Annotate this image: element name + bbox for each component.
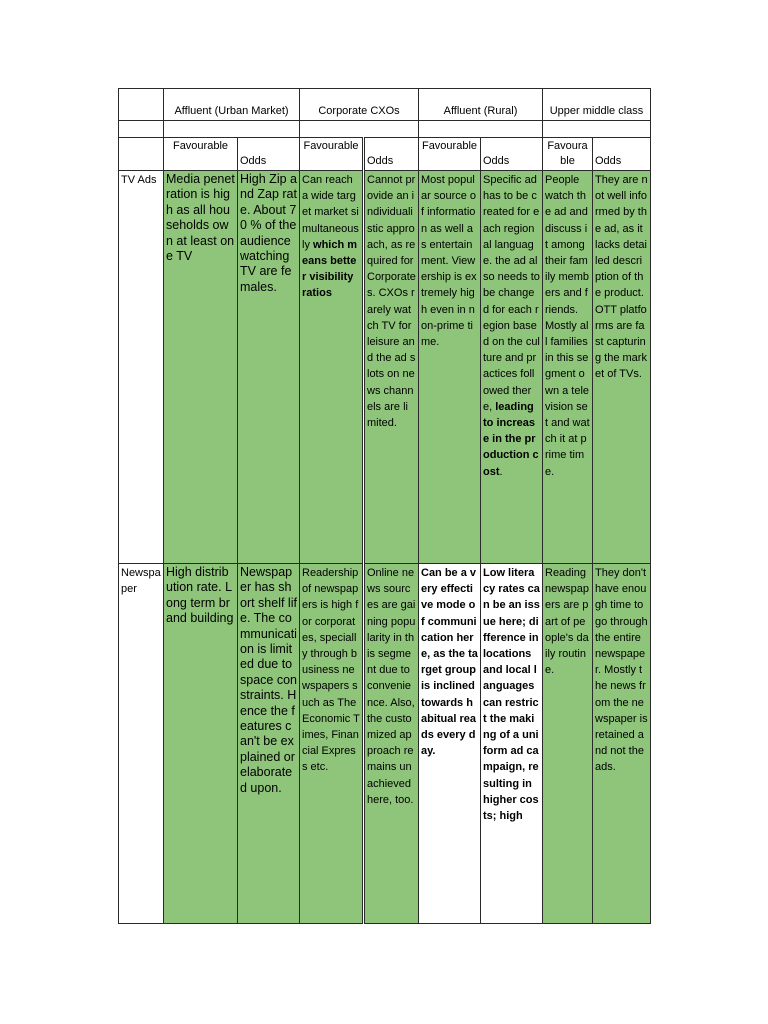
header-affluent-urban: Affluent (Urban Market) bbox=[164, 89, 300, 121]
tv-rural-odds-bold: leading to increase in the production cost bbox=[483, 400, 539, 478]
newspaper-urban-odds: Newspaper has short shelf life. The communication is limited due to space constraints. Hence the features can't be explained or elaborated upon. bbox=[238, 564, 300, 924]
tv-urban-favourable: Media penetration is high as all households own at least one TV bbox=[164, 171, 238, 564]
header-corporate-cxos: Corporate CXOs bbox=[300, 89, 419, 121]
tv-urban-odds: High Zip and Zap rate. About 70 % of the audience watching TV are females. bbox=[238, 171, 300, 564]
subheader-corner bbox=[119, 138, 164, 171]
tv-rural-favourable: Most popular source of information as well as entertainment. Viewership is extremely high even in non-prime time. bbox=[419, 171, 481, 564]
subheader-middle-odds: Odds bbox=[593, 138, 651, 171]
row-label-newspaper: Newspaper bbox=[119, 564, 164, 924]
tv-rural-odds-end: . bbox=[499, 465, 503, 478]
tv-cxo-odds: Cannot provide an individualistic approach, as required for Corporates. CXOs rarely watch TV for leisure and the ad slots on news channels are limited. bbox=[364, 171, 419, 564]
header-affluent-rural: Affluent (Rural) bbox=[419, 89, 543, 121]
subheader-cxo-favourable: Favourable bbox=[300, 138, 364, 171]
row-label-tv-ads: TV Ads bbox=[119, 171, 164, 564]
comparison-table bbox=[118, 88, 651, 924]
tv-cxo-favourable bbox=[300, 171, 364, 564]
header-corner bbox=[119, 89, 164, 121]
newspaper-urban-favourable: High distribution rate. Long term brand building bbox=[164, 564, 238, 924]
table-row bbox=[119, 171, 651, 564]
newspaper-middle-favourable: Reading newspapers are part of people's daily routine. bbox=[543, 564, 593, 924]
tv-rural-odds bbox=[481, 171, 543, 564]
subheader-urban-odds: Odds bbox=[238, 138, 300, 171]
subheader-rural-odds: Odds bbox=[481, 138, 543, 171]
newspaper-cxo-odds: Online news sources are gaining popularity in this segment due to convenience. Also, the customized approach remains unachieved here, too. bbox=[364, 564, 419, 924]
newspaper-middle-odds: They don't have enough time to go through the entire newspaper. Mostly the news from the newspaper is retained and not the ads. bbox=[593, 564, 651, 924]
subheader-row bbox=[119, 138, 651, 171]
tv-cxo-favourable-text: Can reach a wide target market simultaneously bbox=[302, 174, 359, 251]
newspaper-rural-favourable: Can be a very effective mode of communication here, as the target group is inclined towards habitual reads every day. bbox=[419, 564, 481, 924]
table-row bbox=[119, 564, 651, 924]
subheader-middle-favourable: Favourable bbox=[543, 138, 593, 171]
header-upper-middle-class: Upper middle class bbox=[543, 89, 651, 121]
newspaper-rural-odds: Low literacy rates can be an issue here; difference in locations and local languages can restrict the making of a uniform ad campaign, resulting in higher costs; high bbox=[481, 564, 543, 924]
subheader-urban-favourable: Favourable bbox=[164, 138, 238, 171]
newspaper-cxo-favourable: Readership of newspapers is high for corporates, specially through business newspapers such as The Economic Times, Financial Express etc. bbox=[300, 564, 364, 924]
subheader-cxo-odds: Odds bbox=[364, 138, 419, 171]
tv-middle-odds: They are not well informed by the ad, as it lacks detailed description of the product. OTT platforms are fast capturing the market of TVs. bbox=[593, 171, 651, 564]
tv-cxo-favourable-bold: which means better visibility ratios bbox=[302, 238, 358, 300]
subheader-rural-favourable: Favourable bbox=[419, 138, 481, 171]
spacer-row bbox=[119, 121, 651, 138]
header-row bbox=[119, 89, 651, 121]
tv-middle-favourable: People watch the ad and discuss it among their family members and friends. Mostly all families in this segment own a television set and watch it at prime time. bbox=[543, 171, 593, 564]
tv-rural-odds-text: Specific ad has to be created for each regional language. the ad also needs to be changed for each region based on the culture and practices followed there, bbox=[483, 174, 540, 413]
